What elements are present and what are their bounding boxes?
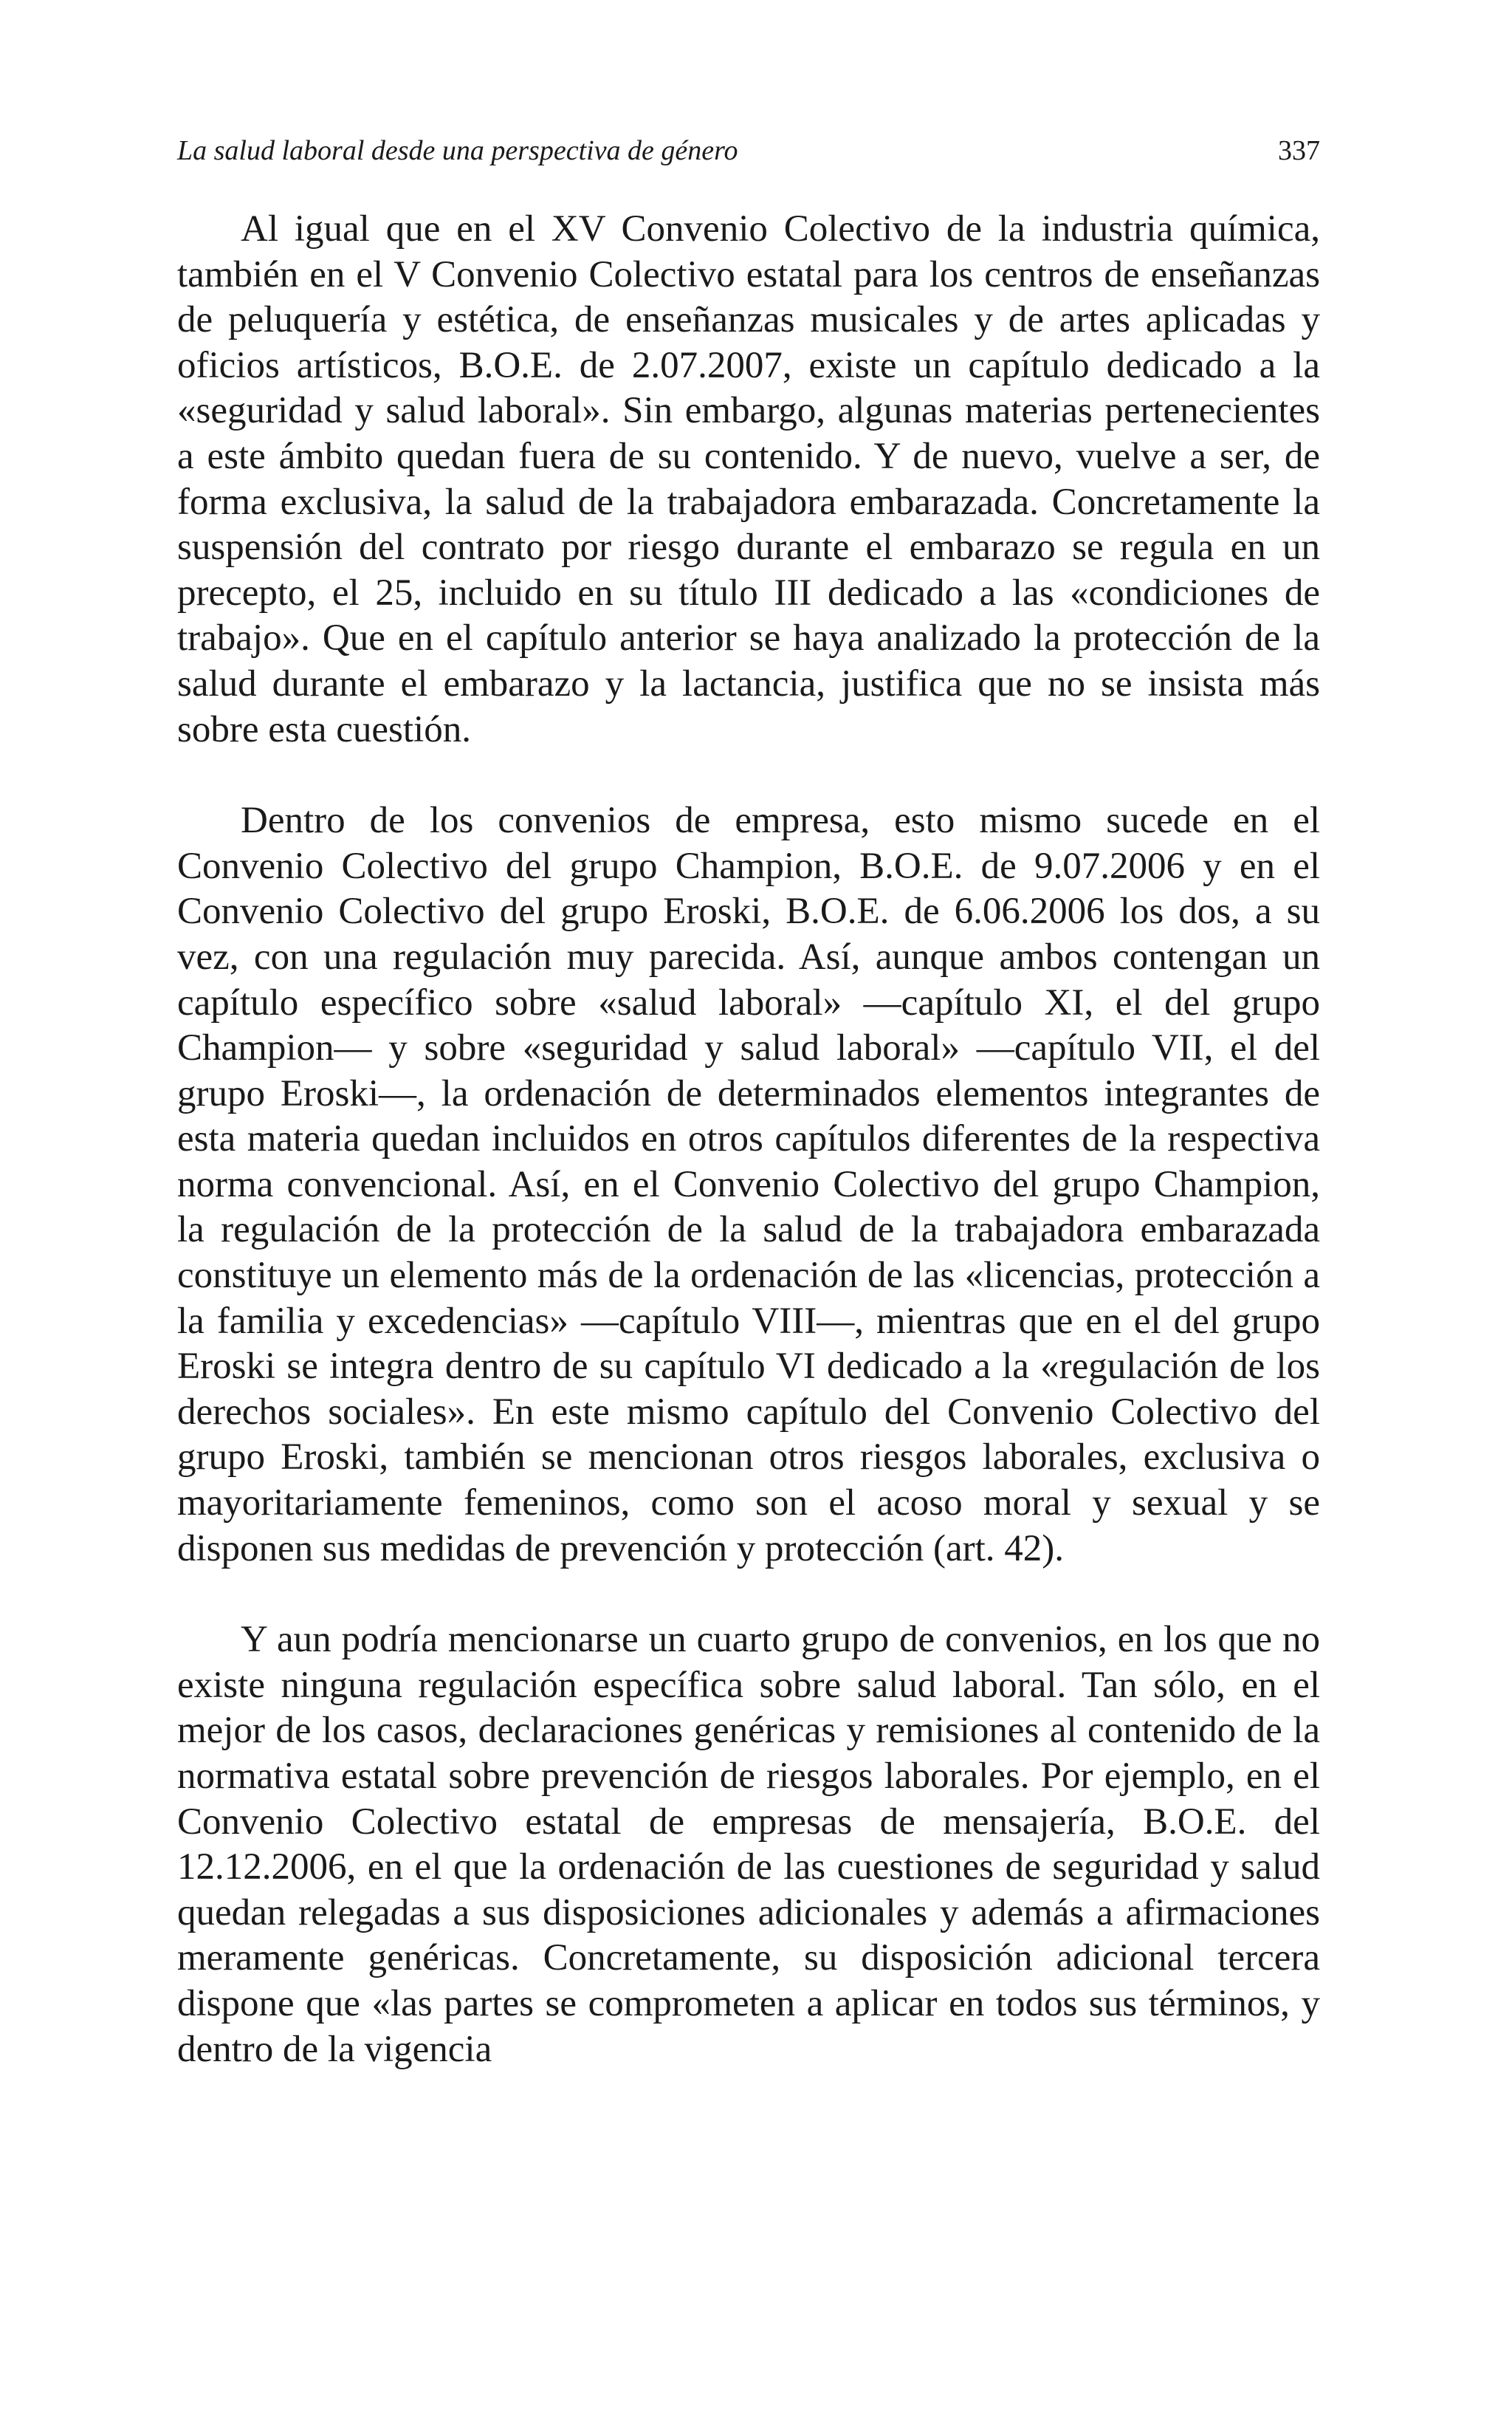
book-page bbox=[177, 133, 1320, 2118]
paragraph: Al igual que en el XV Convenio Colectivo de la industria química, también en el V Convenio Colectivo estatal para los centros de enseñanzas de peluquería y estética, de enseñanzas musicales y de artes aplicadas y oficios artísticos, B.O.E. de 2.07.2007, existe un capítulo dedicado a la «seguridad y salud laboral». Sin embargo, algunas materias pertenecientes a este ámbito quedan fuera de su contenido. Y de nuevo, vuelve a ser, de forma exclusiva, la salud de la trabajadora embarazada. Concretamente la suspensión del contrato por riesgo durante el embarazo se regula en un precepto, el 25, incluido en su título III dedicado a las «condiciones de trabajo». Que en el capítulo anterior se haya analizado la protección de la salud durante el embarazo y la lactancia, justifica que no se insista más sobre esta cuestión. bbox=[177, 208, 1320, 750]
paragraph: Dentro de los convenios de empresa, esto mismo sucede en el Convenio Colectivo del grupo Champion, B.O.E. de 9.07.2006 y en el Convenio Colectivo del grupo Eroski, B.O.E. de 6.06.2006 los dos, a su vez, con una regulación muy parecida. Así, aunque ambos contengan un capítulo específico sobre «salud laboral» —capítulo XI, el del grupo Champion— y sobre «seguridad y salud laboral» —capítulo VII, el del grupo Eroski—, la ordenación de determinados elementos integrantes de esta materia quedan incluidos en otros capítulos diferentes de la respectiva norma convencional. Así, en el Convenio Colectivo del grupo Champion, la regulación de la protección de la salud de la trabajadora embarazada constituye un elemento más de la ordenación de las «licencias, protección a la familia y excedencias» —capítulo VIII—, mientras que en el del grupo Eroski se integra dentro de su capítulo VI dedicado a la «regulación de los derechos sociales». En este mismo capítulo del Convenio Colectivo del grupo Eroski, también se mencionan otros riesgos laborales, exclusiva o mayoritariamente femeninos, como son el acoso moral y sexual y se disponen sus medidas de prevención y protección (art. 42). bbox=[177, 800, 1320, 1569]
page-number: 337 bbox=[1278, 135, 1320, 166]
running-title: La salud laboral desde una perspectiva de género bbox=[177, 135, 738, 166]
paragraph: Y aun podría mencionarse un cuarto grupo de convenios, en los que no existe ninguna regulación específica sobre salud laboral. Tan sólo, en el mejor de los casos, declaraciones genéricas y remisiones al contenido de la normativa estatal sobre prevención de riesgos laborales. Por ejemplo, en el Convenio Colectivo estatal de empresas de mensajería, B.O.E. del 12.12.2006, en el que la ordenación de las cuestiones de seguridad y salud quedan relegadas a sus disposiciones adicionales y además a afirmaciones meramente genéricas. Concretamente, su disposición adicional tercera dispone que «las partes se comprometen a aplicar en todos sus términos, y dentro de la vigencia bbox=[177, 1619, 1320, 2070]
running-header bbox=[177, 133, 1320, 168]
body-text bbox=[177, 207, 1320, 2072]
